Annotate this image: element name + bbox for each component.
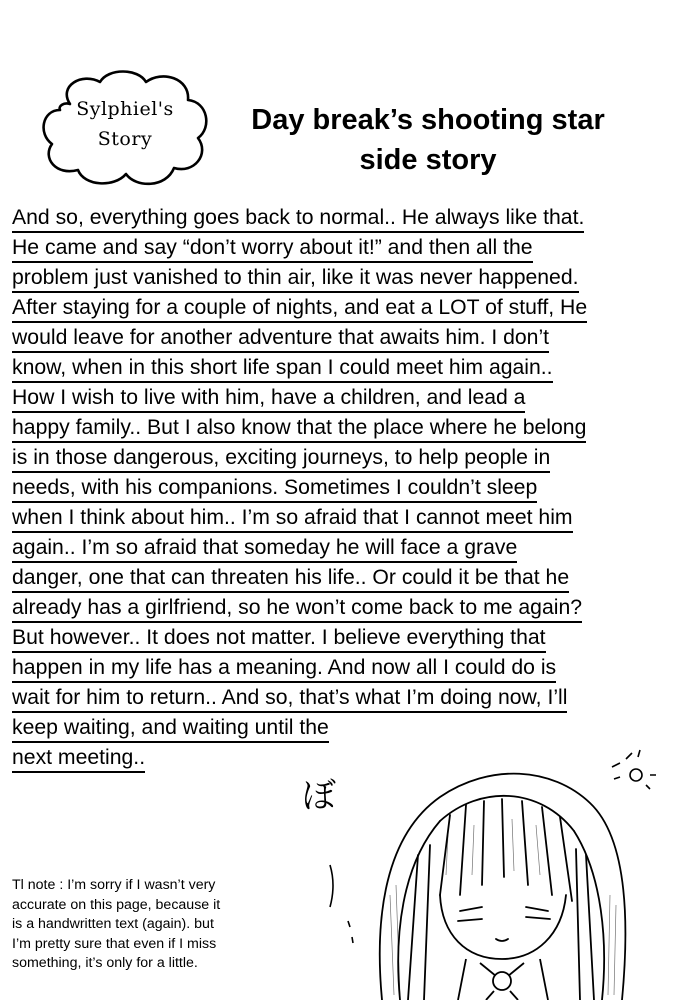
text-line: again.. I’m so afraid that someday he will face a grave bbox=[12, 533, 696, 563]
note-line: Tl note : I’m sorry if I wasn’t very bbox=[12, 877, 216, 893]
note-line: accurate on this page, because it bbox=[12, 896, 221, 913]
collar bbox=[458, 959, 548, 1000]
text-line: happy family.. But I also know that the place where he belong bbox=[12, 413, 696, 443]
text-line: And so, everything goes back to normal.. He always like that. bbox=[12, 203, 696, 233]
note-line: I’m pretty sure that even if I miss bbox=[12, 935, 217, 952]
text-line: danger, one that can threaten his life.. Or could it be that he bbox=[12, 563, 696, 593]
text-line: know, when in this short life span I could meet him again.. bbox=[12, 353, 696, 383]
text-line: needs, with his companions. Sometimes I couldn’t sleep bbox=[12, 473, 696, 503]
text-line: when I think about him.. I’m so afraid that I cannot meet him bbox=[12, 503, 696, 533]
face bbox=[440, 895, 566, 959]
text-line: After staying for a couple of nights, and eat a LOT of stuff, He bbox=[12, 293, 696, 323]
chibi-girl-illustration bbox=[290, 745, 700, 1000]
text-line: is in those dangerous, exciting journeys, to help people in bbox=[12, 443, 696, 473]
text-line: problem just vanished to thin air, like it was never happened. bbox=[12, 263, 696, 293]
note-line: something, it’s only for a little. bbox=[12, 955, 198, 971]
story-body bbox=[12, 203, 696, 773]
text-line: next meeting.. bbox=[12, 743, 696, 773]
cloud-label bbox=[38, 94, 212, 154]
text-line: would leave for another adventure that awaits him. I don’t bbox=[12, 323, 696, 353]
motion-marks bbox=[330, 750, 656, 943]
title-line2: side story bbox=[359, 144, 497, 176]
cloud-label-line2: Story bbox=[97, 128, 153, 150]
text-line: He came and say “don’t worry about it!” and then all the bbox=[12, 233, 696, 263]
translator-note bbox=[12, 876, 312, 974]
text-line: But however.. It does not matter. I believe everything that bbox=[12, 623, 696, 653]
story-cloud-badge bbox=[38, 66, 212, 190]
cloud-label-line1: Sylphiel's bbox=[76, 98, 174, 120]
note-line: is a handwritten text (again). but bbox=[12, 916, 214, 932]
text-line: already has a girlfriend, so he won’t come back to me again? bbox=[12, 593, 696, 623]
hair bbox=[380, 774, 626, 1000]
text-line: How I wish to live with him, have a children, and lead a bbox=[12, 383, 696, 413]
title-line1: Day break’s shooting star bbox=[251, 104, 605, 136]
page-title bbox=[228, 100, 628, 180]
text-line: wait for him to return.. And so, that’s what I’m doing now, I’ll bbox=[12, 683, 696, 713]
sfx-text: ぼ bbox=[302, 776, 336, 816]
text-line: happen in my life has a meaning. And now all I could do is bbox=[12, 653, 696, 683]
text-line: keep waiting, and waiting until the bbox=[12, 713, 696, 743]
